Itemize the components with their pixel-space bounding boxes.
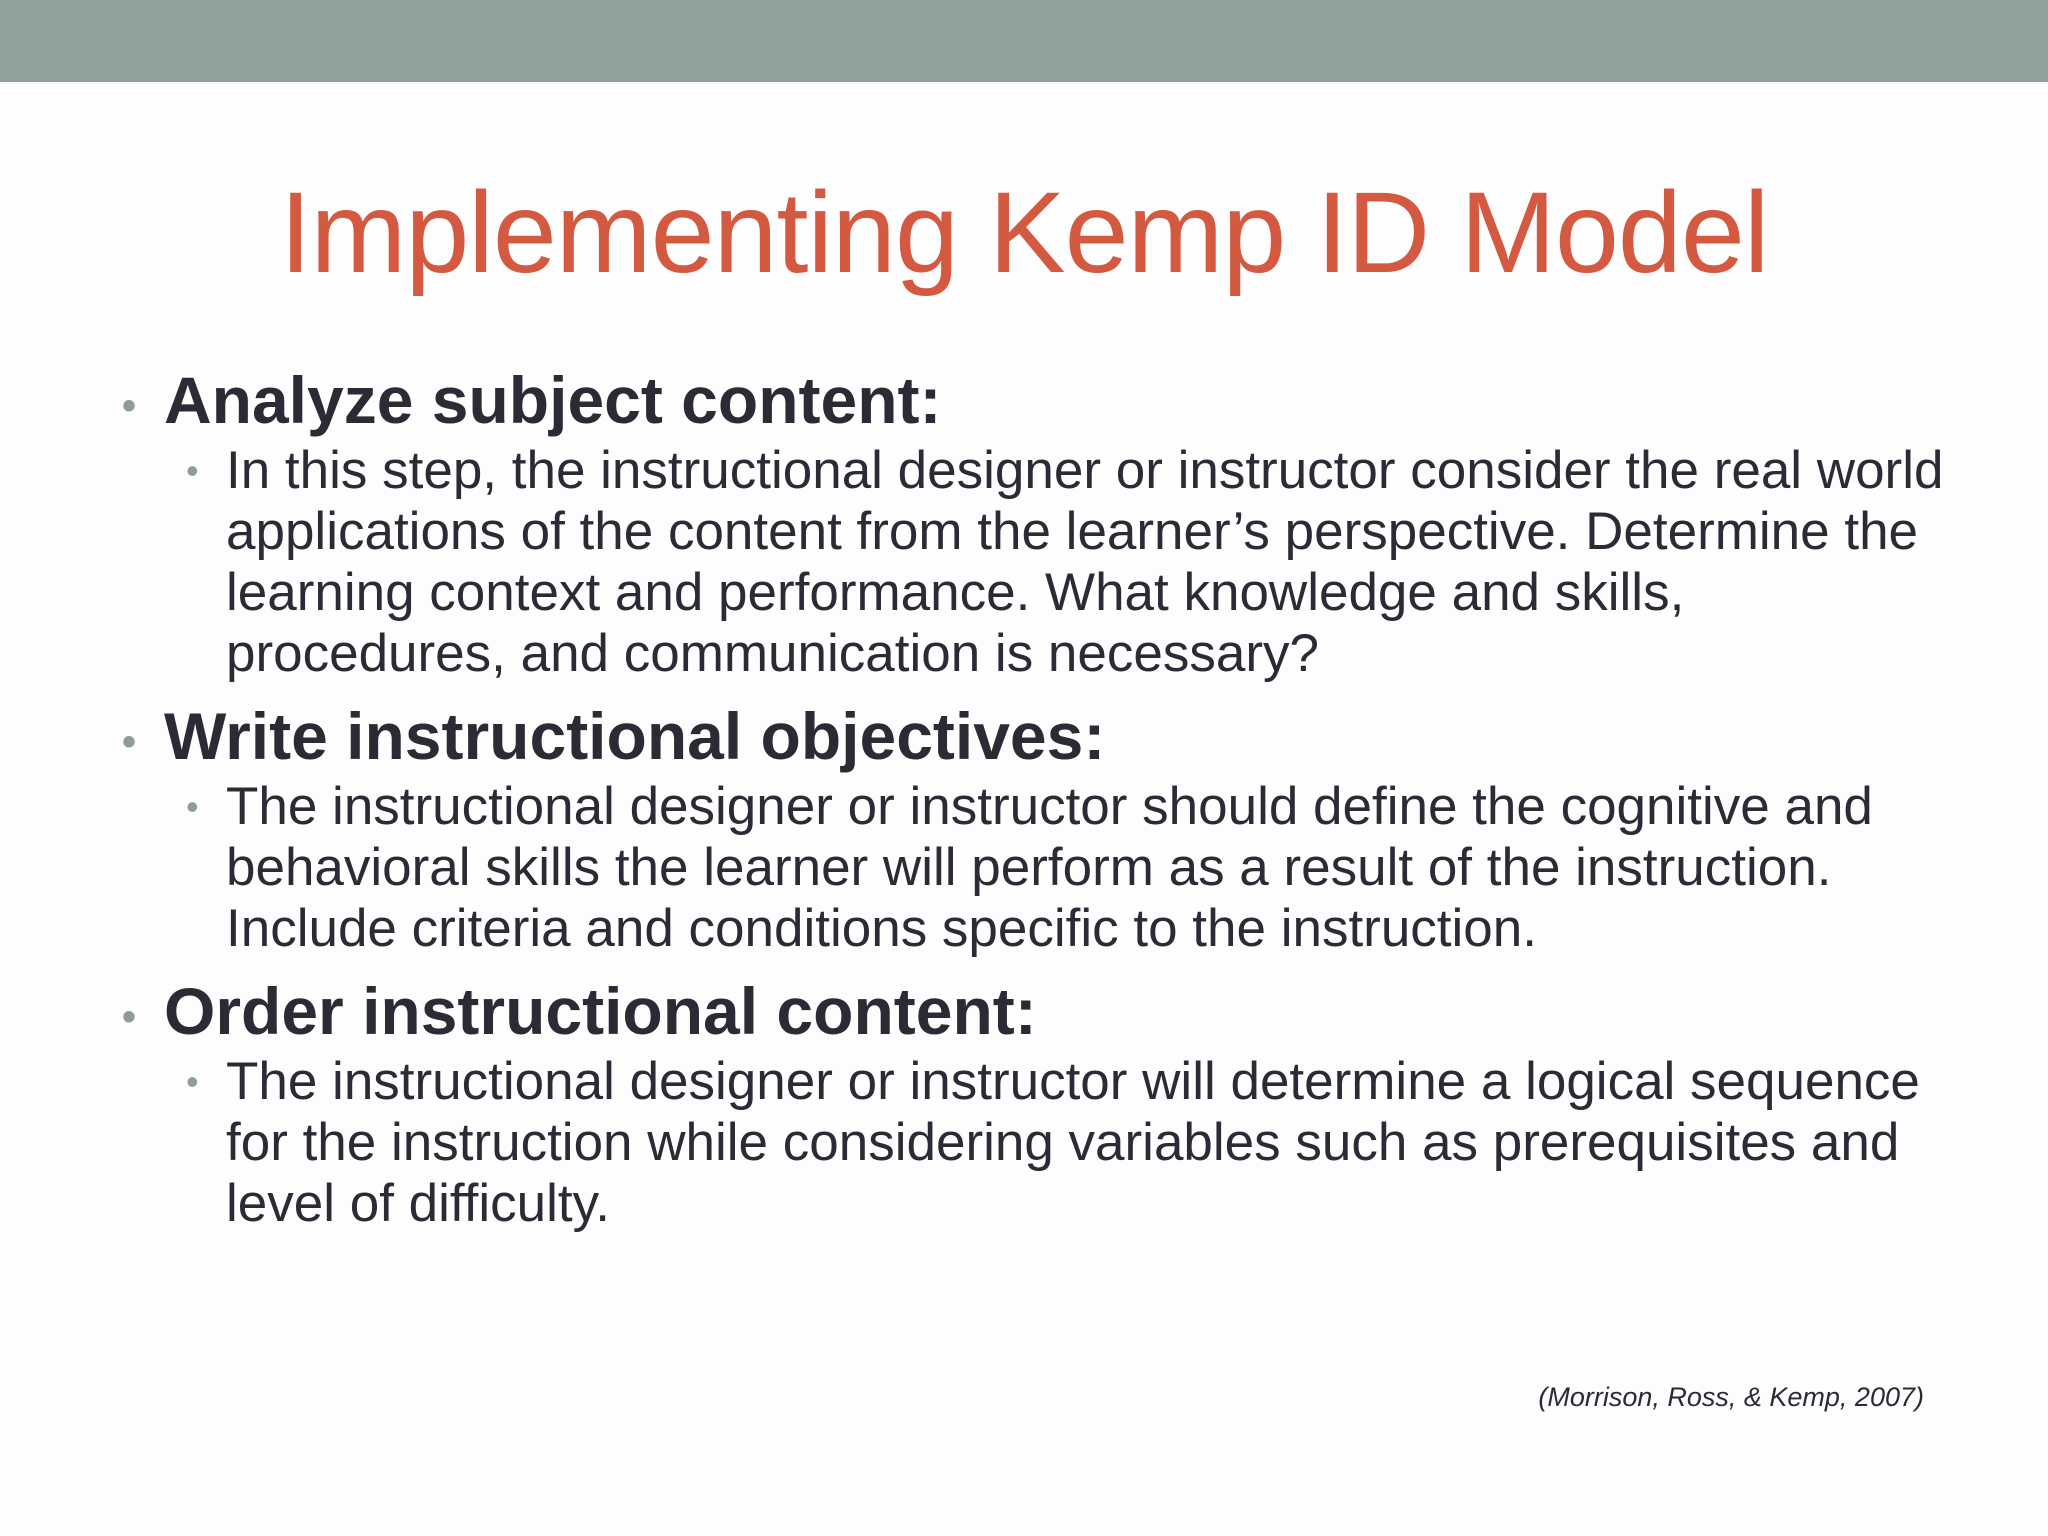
slide-title: Implementing Kemp ID Model <box>279 169 1769 297</box>
bullet-dot-icon: • <box>186 786 199 827</box>
bullet-dot-icon: • <box>122 720 137 764</box>
citation: (Morrison, Ross, & Kemp, 2007) <box>1538 1382 1924 1412</box>
section-heading <box>120 360 1950 440</box>
bullet-dot-icon: • <box>186 1061 199 1102</box>
body-text: In this step, the instructional designer or instructor consider the real world applications of the content from the learner’s perspective. Determine the learning context and performance. What knowledge and skills, procedures, and communication is necessary? <box>226 441 1944 683</box>
section-heading <box>120 971 1950 1051</box>
top-accent-bar <box>0 0 2048 82</box>
bullet-dot-icon: • <box>122 384 137 428</box>
heading-text: Analyze subject content: <box>164 363 942 437</box>
section-heading <box>120 696 1950 776</box>
body-text: The instructional designer or instructor should define the cognitive and behavioral skills the learner will perform as a result of the instruction. Include criteria and conditions specific to the instruction. <box>226 777 1873 958</box>
slide-content <box>120 360 1950 1240</box>
section-order <box>120 971 1950 1234</box>
heading-text: Order instructional content: <box>164 974 1037 1048</box>
bullet-dot-icon: • <box>186 450 199 491</box>
bullet-dot-icon: • <box>122 995 137 1039</box>
section-body <box>120 776 1950 959</box>
heading-text: Write instructional objectives: <box>164 699 1106 773</box>
section-objectives <box>120 696 1950 959</box>
section-body <box>120 1051 1950 1234</box>
body-text: The instructional designer or instructor will determine a logical sequence for the instruction while considering variables such as prerequisites and level of difficulty. <box>226 1052 1920 1233</box>
section-analyze <box>120 360 1950 684</box>
section-body <box>120 440 1950 684</box>
